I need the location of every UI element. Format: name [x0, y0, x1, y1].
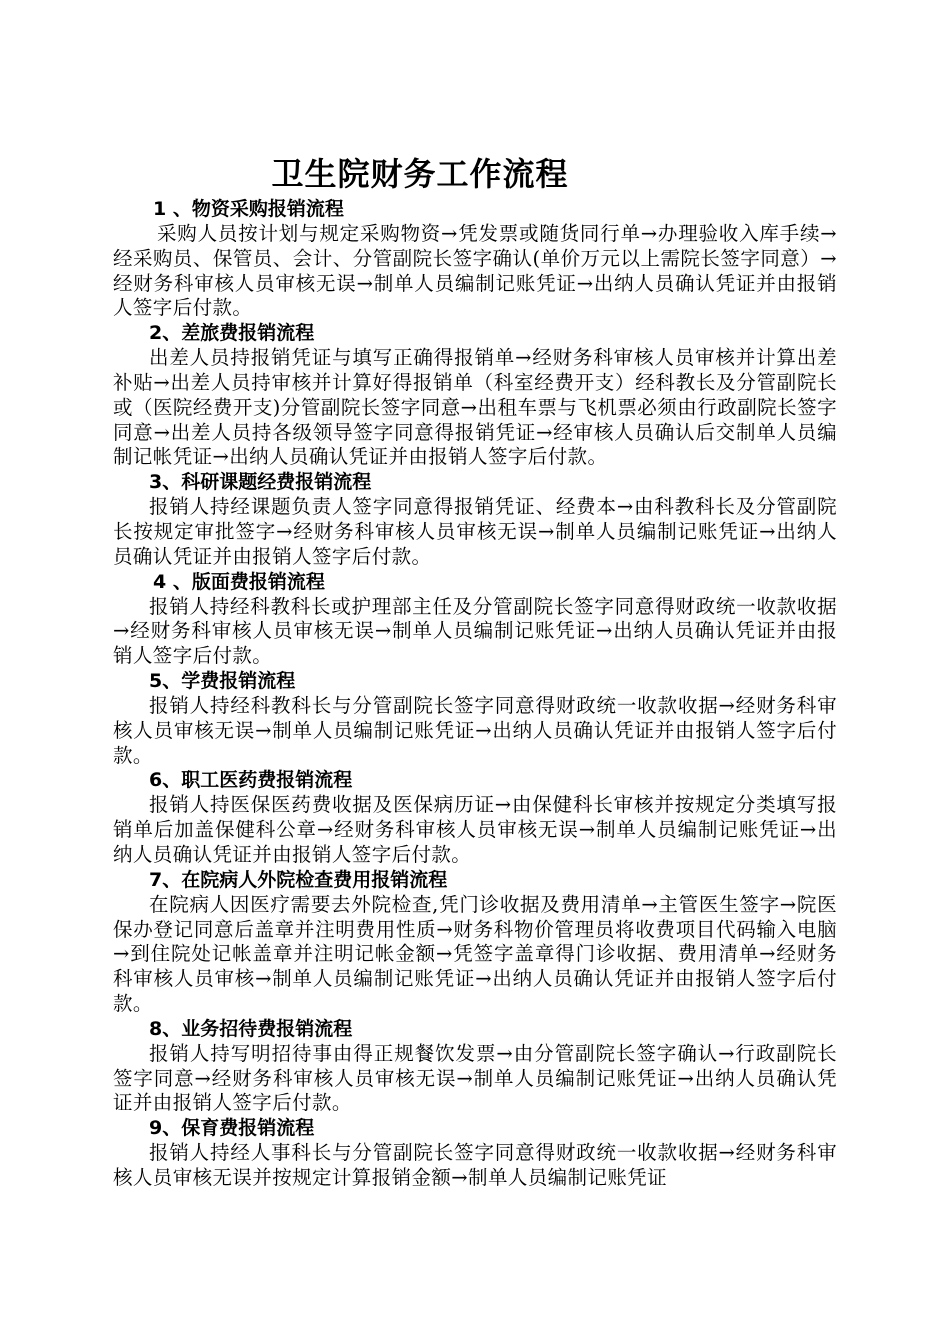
section-heading: 7、在院病人外院检查费用报销流程 [149, 868, 448, 891]
section-heading: 9、保育费报销流程 [149, 1117, 315, 1140]
section-heading: 3、科研课题经费报销流程 [149, 471, 372, 494]
section-heading: 8、业务招待费报销流程 [149, 1017, 353, 1040]
document-body [113, 197, 837, 1191]
document-title: 卫生院财务工作流程 [271, 155, 569, 193]
section-material-purchase [113, 197, 837, 321]
section-research-funds [113, 470, 837, 569]
section-external-exam [113, 868, 837, 1017]
section-paragraph: 报销人持写明招待事由得正规餐饮发票→由分管副院长签字确认→行政副院长签字同意→经财务科审核人员审核无误→制单人员编制记账凭证→出纳人员确认凭证并由报销人签字后付款。 [113, 1041, 837, 1115]
section-tuition [113, 669, 837, 768]
section-business-entertainment [113, 1017, 837, 1116]
section-page-fee [113, 570, 837, 669]
section-heading: 4 、版面费报销流程 [153, 570, 325, 593]
section-childcare-fee [113, 1116, 837, 1191]
section-paragraph: 报销人持经课题负责人签字同意得报销凭证、经费本→由科教科长及分管副院长按规定审批签字→经财务科审核人员审核无误→制单人员编制记账凭证→出纳人员确认凭证并由报销人签字后付款。 [113, 495, 837, 568]
section-paragraph: 报销人持经科教科长与分管副院长签字同意得财政统一收款收据→经财务科审核人员审核无误→制单人员编制记账凭证→出纳人员确认凭证并由报销人签字后付款。 [113, 693, 837, 767]
section-paragraph: 报销人持经人事科长与分管副院长签字同意得财政统一收款收据→经财务科审核人员审核无误并按规定计算报销金额→制单人员编制记账凭证 [113, 1141, 837, 1189]
section-staff-medical [113, 768, 837, 867]
section-paragraph: 出差人员持报销凭证与填写正确得报销单→经财务科审核人员审核并计算出差补贴→出差人员持审核并计算好得报销单（科室经费开支）经科教长及分管副院长或（医院经费开支)分管副院长签字同意→出租车票与飞机票必须由行政副院长签字同意→出差人员持各级领导签字同意得报销凭证→经审核人员确认后交制单人员编制记帐凭证→出纳人员确认凭证并由报销人签字后付款。 [113, 346, 837, 469]
section-heading: 2、差旅费报销流程 [149, 322, 315, 345]
section-travel-expense [113, 321, 837, 470]
section-paragraph: 报销人持经科教科长或护理部主任及分管副院长签字同意得财政统一收款收据→经财务科审核人员审核无误→制单人员编制记账凭证→出纳人员确认凭证并由报销人签字后付款。 [113, 594, 837, 668]
section-heading: 6、职工医药费报销流程 [149, 769, 353, 792]
section-paragraph: 在院病人因医疗需要去外院检查,凭门诊收据及费用清单→主管医生签字→院医保办登记同意后盖章并注明费用性质→财务科物价管理员将收费项目代码输入电脑→到住院处记帐盖章并注明记帐金额→凭签字盖章得门诊收据、费用清单→经财务科审核人员审核→制单人员编制记账凭证→出纳人员确认凭证并由报销人签字后付款。 [113, 892, 837, 1015]
section-paragraph: 采购人员按计划与规定采购物资→凭发票或随货同行单→办理验收入库手续→经采购员、保管员、会计、分管副院长签字确认(单价万元以上需院长签字同意）→经财务科审核人员审核无误→制单人员编制记账凭证→出纳人员确认凭证并由报销人签字后付款。 [113, 222, 837, 320]
section-paragraph: 报销人持医保医药费收据及医保病历证→由保健科长审核并按规定分类填写报销单后加盖保健科公章→经财务科审核人员审核无误→制单人员编制记账凭证→出纳人员确认凭证并由报销人签字后付款。 [113, 793, 837, 866]
section-heading: 1 、物资采购报销流程 [153, 198, 344, 220]
section-heading: 5、学费报销流程 [149, 669, 296, 692]
